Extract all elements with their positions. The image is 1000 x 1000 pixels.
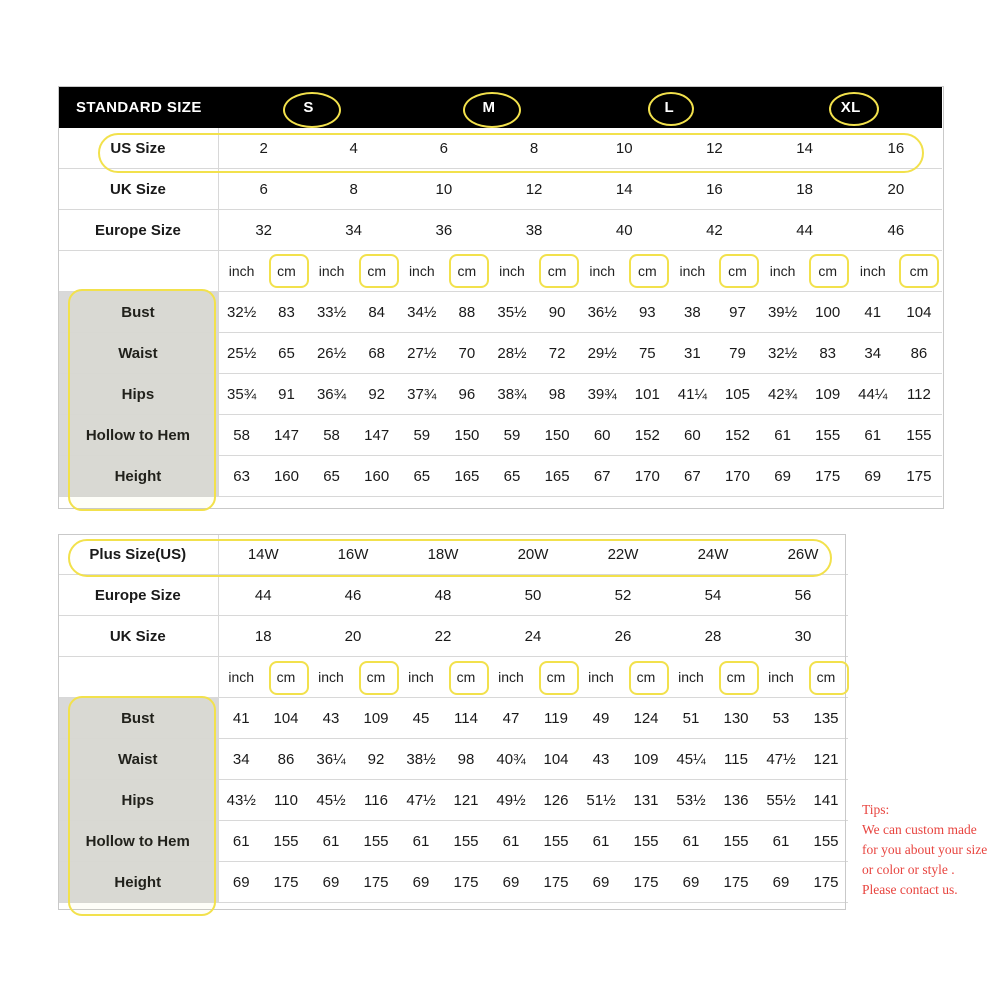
cell: 115 bbox=[714, 739, 758, 780]
unit-cm: cm bbox=[714, 657, 758, 698]
cell: 38 bbox=[489, 210, 579, 251]
cell: 35½ bbox=[489, 292, 535, 333]
cell: 63 bbox=[218, 456, 264, 497]
row-label-bust: Bust bbox=[58, 292, 218, 333]
unit-inch: inch bbox=[218, 657, 264, 698]
cell: 65 bbox=[264, 333, 308, 374]
cell: 135 bbox=[804, 698, 848, 739]
unit-cm: cm bbox=[896, 251, 942, 292]
table-row bbox=[58, 128, 942, 169]
cell: 130 bbox=[714, 698, 758, 739]
tips-line-5: Please contact us. bbox=[862, 882, 958, 897]
cell: 34 bbox=[218, 739, 264, 780]
cell: 34 bbox=[850, 333, 896, 374]
cell: 52 bbox=[578, 575, 668, 616]
cell: 6 bbox=[218, 169, 308, 210]
unit-cm: cm bbox=[806, 251, 850, 292]
unit-cm: cm bbox=[624, 657, 668, 698]
row-label-europe-size: Europe Size bbox=[58, 575, 218, 616]
cell: 32½ bbox=[760, 333, 806, 374]
cell: 97 bbox=[715, 292, 759, 333]
cell: 79 bbox=[715, 333, 759, 374]
cell: 155 bbox=[714, 821, 758, 862]
cell: 126 bbox=[534, 780, 578, 821]
unit-inch: inch bbox=[398, 657, 444, 698]
cell: 27½ bbox=[399, 333, 445, 374]
cell: 175 bbox=[624, 862, 668, 903]
cell: 136 bbox=[714, 780, 758, 821]
cell: 160 bbox=[355, 456, 399, 497]
cell: 124 bbox=[624, 698, 668, 739]
cell: 14W bbox=[218, 534, 308, 575]
cell: 12 bbox=[489, 169, 579, 210]
table-row bbox=[58, 616, 848, 657]
cell: 69 bbox=[850, 456, 896, 497]
unit-inch: inch bbox=[669, 251, 715, 292]
cell: 69 bbox=[398, 862, 444, 903]
cell: 109 bbox=[624, 739, 668, 780]
unit-inch: inch bbox=[578, 657, 624, 698]
table-row bbox=[58, 210, 942, 251]
cell: 105 bbox=[715, 374, 759, 415]
cell: 60 bbox=[579, 415, 625, 456]
cell: 6 bbox=[399, 128, 489, 169]
cell: 61 bbox=[218, 821, 264, 862]
cell: 98 bbox=[444, 739, 488, 780]
cell: 86 bbox=[264, 739, 308, 780]
row-label-waist: Waist bbox=[58, 333, 218, 374]
cell: 37¾ bbox=[399, 374, 445, 415]
cell: 160 bbox=[264, 456, 308, 497]
cell: 155 bbox=[806, 415, 850, 456]
cell: 18W bbox=[398, 534, 488, 575]
plus-size-table bbox=[58, 534, 848, 903]
cell: 170 bbox=[715, 456, 759, 497]
tips-line-4: or color or style . bbox=[862, 862, 955, 877]
tips-line-1: Tips: bbox=[862, 802, 890, 817]
standard-header-size-l: L bbox=[579, 86, 759, 128]
row-label-hollow-to-hem: Hollow to Hem bbox=[58, 415, 218, 456]
cell: 41 bbox=[218, 698, 264, 739]
unit-cm: cm bbox=[444, 657, 488, 698]
unit-cm: cm bbox=[804, 657, 848, 698]
unit-cm: cm bbox=[535, 251, 579, 292]
cell: 121 bbox=[444, 780, 488, 821]
unit-cm: cm bbox=[625, 251, 669, 292]
unit-inch: inch bbox=[309, 251, 355, 292]
cell: 83 bbox=[806, 333, 850, 374]
cell: 61 bbox=[308, 821, 354, 862]
table-row bbox=[58, 821, 848, 862]
unit-inch: inch bbox=[218, 251, 264, 292]
cell: 60 bbox=[669, 415, 715, 456]
unit-cm: cm bbox=[264, 657, 308, 698]
cell: 69 bbox=[760, 456, 806, 497]
cell: 147 bbox=[264, 415, 308, 456]
cell: 175 bbox=[806, 456, 850, 497]
cell: 155 bbox=[624, 821, 668, 862]
cell: 22W bbox=[578, 534, 668, 575]
cell: 58 bbox=[309, 415, 355, 456]
cell: 93 bbox=[625, 292, 669, 333]
cell: 43 bbox=[578, 739, 624, 780]
cell: 22 bbox=[398, 616, 488, 657]
cell: 61 bbox=[488, 821, 534, 862]
table-row bbox=[58, 415, 942, 456]
cell: 47½ bbox=[398, 780, 444, 821]
cell: 24 bbox=[488, 616, 578, 657]
cell: 28 bbox=[668, 616, 758, 657]
standard-size-table bbox=[58, 86, 942, 497]
cell: 8 bbox=[309, 169, 399, 210]
cell: 45¼ bbox=[668, 739, 714, 780]
row-label-hips: Hips bbox=[58, 780, 218, 821]
row-label-units bbox=[58, 251, 218, 292]
cell: 59 bbox=[399, 415, 445, 456]
tips-line-3: for you about your size bbox=[862, 842, 988, 857]
cell: 175 bbox=[714, 862, 758, 903]
cell: 40¾ bbox=[488, 739, 534, 780]
cell: 39½ bbox=[760, 292, 806, 333]
cell: 48 bbox=[398, 575, 488, 616]
table-row bbox=[58, 333, 942, 374]
cell: 14 bbox=[760, 128, 850, 169]
row-label-europe-size: Europe Size bbox=[58, 210, 218, 251]
cell: 38 bbox=[669, 292, 715, 333]
cell: 69 bbox=[758, 862, 804, 903]
tips-note bbox=[862, 800, 997, 900]
row-label-plus-size-us: Plus Size(US) bbox=[58, 534, 218, 575]
cell: 98 bbox=[535, 374, 579, 415]
cell: 61 bbox=[760, 415, 806, 456]
unit-cm: cm bbox=[355, 251, 399, 292]
cell: 36¾ bbox=[309, 374, 355, 415]
cell: 38½ bbox=[398, 739, 444, 780]
cell: 65 bbox=[399, 456, 445, 497]
row-label-hips: Hips bbox=[58, 374, 218, 415]
tips-line-2: We can custom made bbox=[862, 822, 977, 837]
cell: 43½ bbox=[218, 780, 264, 821]
row-label-us-size: US Size bbox=[58, 128, 218, 169]
cell: 175 bbox=[804, 862, 848, 903]
cell: 152 bbox=[625, 415, 669, 456]
cell: 68 bbox=[355, 333, 399, 374]
table-row bbox=[58, 292, 942, 333]
unit-inch: inch bbox=[399, 251, 445, 292]
cell: 61 bbox=[578, 821, 624, 862]
unit-cm: cm bbox=[715, 251, 759, 292]
cell: 155 bbox=[264, 821, 308, 862]
cell: 4 bbox=[309, 128, 399, 169]
cell: 50 bbox=[488, 575, 578, 616]
cell: 88 bbox=[445, 292, 489, 333]
cell: 175 bbox=[354, 862, 398, 903]
cell: 100 bbox=[806, 292, 850, 333]
cell: 155 bbox=[896, 415, 942, 456]
cell: 121 bbox=[804, 739, 848, 780]
cell: 175 bbox=[896, 456, 942, 497]
cell: 41¼ bbox=[669, 374, 715, 415]
table-row bbox=[58, 169, 942, 210]
standard-header-row bbox=[58, 86, 942, 128]
cell: 86 bbox=[896, 333, 942, 374]
cell: 65 bbox=[489, 456, 535, 497]
cell: 42 bbox=[669, 210, 759, 251]
cell: 104 bbox=[264, 698, 308, 739]
unit-cm: cm bbox=[534, 657, 578, 698]
cell: 36 bbox=[399, 210, 489, 251]
cell: 91 bbox=[264, 374, 308, 415]
cell: 34 bbox=[309, 210, 399, 251]
row-label-uk-size: UK Size bbox=[58, 616, 218, 657]
standard-header-label: STANDARD SIZE bbox=[58, 86, 218, 128]
cell: 84 bbox=[355, 292, 399, 333]
cell: 12 bbox=[669, 128, 759, 169]
cell: 28½ bbox=[489, 333, 535, 374]
cell: 47½ bbox=[758, 739, 804, 780]
cell: 29½ bbox=[579, 333, 625, 374]
cell: 25½ bbox=[218, 333, 264, 374]
row-label-height: Height bbox=[58, 456, 218, 497]
cell: 109 bbox=[806, 374, 850, 415]
cell: 35¾ bbox=[218, 374, 264, 415]
cell: 36¼ bbox=[308, 739, 354, 780]
cell: 33½ bbox=[309, 292, 355, 333]
cell: 147 bbox=[355, 415, 399, 456]
cell: 45 bbox=[398, 698, 444, 739]
cell: 170 bbox=[625, 456, 669, 497]
standard-header-size-s: S bbox=[218, 86, 398, 128]
cell: 155 bbox=[804, 821, 848, 862]
cell: 61 bbox=[758, 821, 804, 862]
cell: 67 bbox=[669, 456, 715, 497]
cell: 26½ bbox=[309, 333, 355, 374]
table-row bbox=[58, 698, 848, 739]
cell: 43 bbox=[308, 698, 354, 739]
table-row bbox=[58, 534, 848, 575]
cell: 34½ bbox=[399, 292, 445, 333]
cell: 18 bbox=[218, 616, 308, 657]
unit-inch: inch bbox=[308, 657, 354, 698]
cell: 114 bbox=[444, 698, 488, 739]
cell: 96 bbox=[445, 374, 489, 415]
unit-inch: inch bbox=[488, 657, 534, 698]
cell: 49 bbox=[578, 698, 624, 739]
cell: 51 bbox=[668, 698, 714, 739]
cell: 152 bbox=[715, 415, 759, 456]
cell: 47 bbox=[488, 698, 534, 739]
unit-cm: cm bbox=[445, 251, 489, 292]
row-label-waist: Waist bbox=[58, 739, 218, 780]
cell: 26W bbox=[758, 534, 848, 575]
cell: 39¾ bbox=[579, 374, 625, 415]
cell: 16 bbox=[850, 128, 942, 169]
cell: 112 bbox=[896, 374, 942, 415]
cell: 44 bbox=[218, 575, 308, 616]
cell: 38¾ bbox=[489, 374, 535, 415]
cell: 49½ bbox=[488, 780, 534, 821]
cell: 30 bbox=[758, 616, 848, 657]
cell: 41 bbox=[850, 292, 896, 333]
cell: 141 bbox=[804, 780, 848, 821]
cell: 69 bbox=[578, 862, 624, 903]
cell: 165 bbox=[445, 456, 489, 497]
cell: 18 bbox=[760, 169, 850, 210]
table-row bbox=[58, 374, 942, 415]
table-row bbox=[58, 862, 848, 903]
cell: 119 bbox=[534, 698, 578, 739]
cell: 150 bbox=[535, 415, 579, 456]
cell: 110 bbox=[264, 780, 308, 821]
cell: 40 bbox=[579, 210, 669, 251]
cell: 51½ bbox=[578, 780, 624, 821]
cell: 58 bbox=[218, 415, 264, 456]
cell: 2 bbox=[218, 128, 308, 169]
cell: 10 bbox=[579, 128, 669, 169]
cell: 44 bbox=[760, 210, 850, 251]
cell: 45½ bbox=[308, 780, 354, 821]
unit-inch: inch bbox=[489, 251, 535, 292]
cell: 150 bbox=[445, 415, 489, 456]
standard-header-size-m: M bbox=[399, 86, 579, 128]
table-row bbox=[58, 456, 942, 497]
cell: 175 bbox=[444, 862, 488, 903]
cell: 10 bbox=[399, 169, 489, 210]
cell: 69 bbox=[488, 862, 534, 903]
table-row bbox=[58, 739, 848, 780]
cell: 175 bbox=[264, 862, 308, 903]
row-label-hollow-to-hem: Hollow to Hem bbox=[58, 821, 218, 862]
cell: 90 bbox=[535, 292, 579, 333]
cell: 56 bbox=[758, 575, 848, 616]
plus-unit-row bbox=[58, 657, 848, 698]
cell: 72 bbox=[535, 333, 579, 374]
cell: 8 bbox=[489, 128, 579, 169]
table-row bbox=[58, 575, 848, 616]
cell: 83 bbox=[264, 292, 308, 333]
row-label-units bbox=[58, 657, 218, 698]
cell: 92 bbox=[354, 739, 398, 780]
cell: 116 bbox=[354, 780, 398, 821]
cell: 70 bbox=[445, 333, 489, 374]
standard-unit-row bbox=[58, 251, 942, 292]
cell: 61 bbox=[668, 821, 714, 862]
cell: 32 bbox=[218, 210, 308, 251]
cell: 104 bbox=[896, 292, 942, 333]
cell: 65 bbox=[309, 456, 355, 497]
cell: 54 bbox=[668, 575, 758, 616]
cell: 24W bbox=[668, 534, 758, 575]
cell: 155 bbox=[354, 821, 398, 862]
cell: 16W bbox=[308, 534, 398, 575]
cell: 92 bbox=[355, 374, 399, 415]
unit-inch: inch bbox=[760, 251, 806, 292]
unit-inch: inch bbox=[668, 657, 714, 698]
cell: 69 bbox=[218, 862, 264, 903]
row-label-uk-size: UK Size bbox=[58, 169, 218, 210]
cell: 155 bbox=[534, 821, 578, 862]
cell: 20W bbox=[488, 534, 578, 575]
cell: 101 bbox=[625, 374, 669, 415]
cell: 20 bbox=[850, 169, 942, 210]
cell: 175 bbox=[534, 862, 578, 903]
standard-header-size-xl: XL bbox=[760, 86, 942, 128]
cell: 26 bbox=[578, 616, 668, 657]
cell: 69 bbox=[668, 862, 714, 903]
table-row bbox=[58, 780, 848, 821]
cell: 53 bbox=[758, 698, 804, 739]
cell: 155 bbox=[444, 821, 488, 862]
cell: 16 bbox=[669, 169, 759, 210]
cell: 46 bbox=[850, 210, 942, 251]
cell: 69 bbox=[308, 862, 354, 903]
cell: 42¾ bbox=[760, 374, 806, 415]
cell: 59 bbox=[489, 415, 535, 456]
row-label-height: Height bbox=[58, 862, 218, 903]
cell: 61 bbox=[850, 415, 896, 456]
unit-cm: cm bbox=[354, 657, 398, 698]
unit-inch: inch bbox=[850, 251, 896, 292]
cell: 165 bbox=[535, 456, 579, 497]
unit-inch: inch bbox=[579, 251, 625, 292]
cell: 55½ bbox=[758, 780, 804, 821]
unit-cm: cm bbox=[264, 251, 308, 292]
cell: 61 bbox=[398, 821, 444, 862]
cell: 44¼ bbox=[850, 374, 896, 415]
row-label-bust: Bust bbox=[58, 698, 218, 739]
unit-inch: inch bbox=[758, 657, 804, 698]
cell: 36½ bbox=[579, 292, 625, 333]
cell: 67 bbox=[579, 456, 625, 497]
cell: 109 bbox=[354, 698, 398, 739]
cell: 131 bbox=[624, 780, 668, 821]
cell: 75 bbox=[625, 333, 669, 374]
cell: 20 bbox=[308, 616, 398, 657]
cell: 32½ bbox=[218, 292, 264, 333]
cell: 14 bbox=[579, 169, 669, 210]
cell: 53½ bbox=[668, 780, 714, 821]
cell: 104 bbox=[534, 739, 578, 780]
cell: 46 bbox=[308, 575, 398, 616]
cell: 31 bbox=[669, 333, 715, 374]
